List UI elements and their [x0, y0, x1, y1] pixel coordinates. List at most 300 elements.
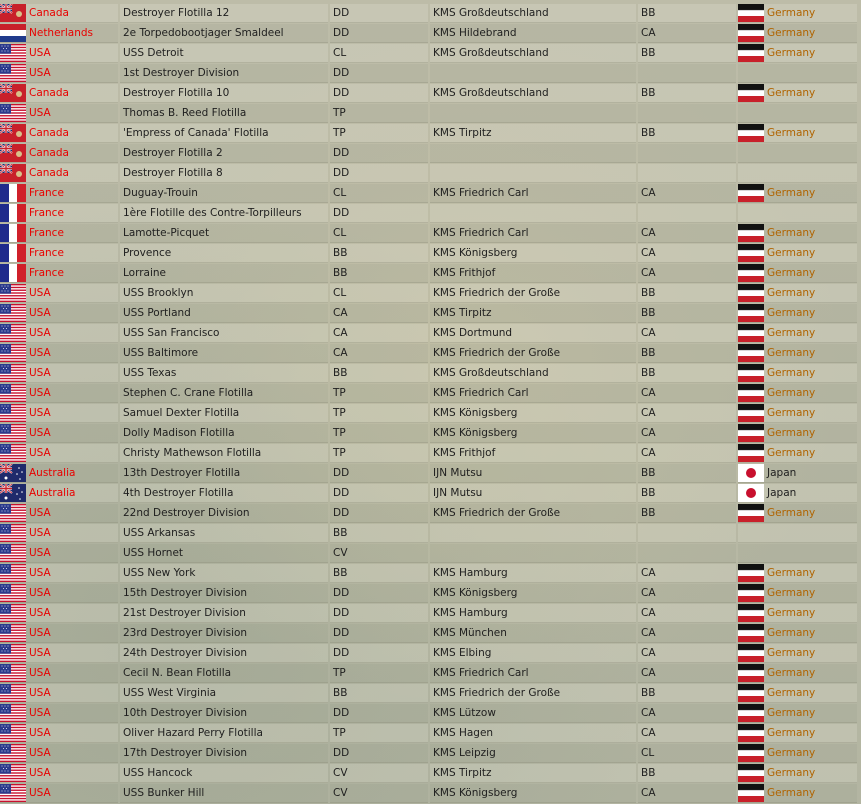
unit-type: BB	[330, 524, 428, 543]
australia-flag-icon	[0, 484, 26, 502]
target-nation-name: Germany	[767, 26, 816, 39]
nation-cell	[0, 264, 118, 283]
table-row[interactable]	[0, 144, 861, 164]
target-type: CA	[638, 604, 736, 623]
table-row[interactable]	[0, 664, 861, 684]
unit-name: USS Portland	[120, 304, 328, 323]
nation-cell	[0, 284, 118, 303]
nation-cell	[0, 184, 118, 203]
target-type: BB	[638, 484, 736, 503]
table-row[interactable]	[0, 684, 861, 704]
germany-flag-icon	[738, 604, 764, 622]
france-flag-icon	[0, 264, 26, 282]
germany-flag-icon	[738, 744, 764, 762]
table-row[interactable]	[0, 744, 861, 764]
germany-flag-icon	[738, 84, 764, 102]
target-nation-cell	[738, 784, 857, 803]
nation-name: Canada	[29, 126, 69, 139]
target-name: KMS Tirpitz	[430, 764, 636, 783]
nation-name: France	[29, 186, 64, 199]
nation-name: USA	[29, 366, 51, 379]
target-name: KMS Hagen	[430, 724, 636, 743]
target-nation-cell	[738, 664, 857, 683]
table-row[interactable]	[0, 604, 861, 624]
table-row[interactable]	[0, 644, 861, 664]
unit-type: CL	[330, 184, 428, 203]
nation-name: USA	[29, 686, 51, 699]
usa-flag-icon	[0, 544, 26, 562]
table-row[interactable]	[0, 124, 861, 144]
target-name: KMS Friedrich der Große	[430, 284, 636, 303]
table-row[interactable]	[0, 284, 861, 304]
target-type: CA	[638, 624, 736, 643]
target-type: CL	[638, 744, 736, 763]
target-nation-cell	[738, 504, 857, 523]
target-name: KMS Friedrich Carl	[430, 224, 636, 243]
usa-flag-icon	[0, 444, 26, 462]
table-row[interactable]	[0, 344, 861, 364]
france-flag-icon	[0, 244, 26, 262]
target-type: BB	[638, 684, 736, 703]
nation-name: USA	[29, 386, 51, 399]
target-nation-name: Germany	[767, 426, 816, 439]
usa-flag-icon	[0, 304, 26, 322]
unit-type: DD	[330, 4, 428, 23]
table-row[interactable]	[0, 704, 861, 724]
target-name: KMS Königsberg	[430, 784, 636, 803]
usa-flag-icon	[0, 344, 26, 362]
france-flag-icon	[0, 204, 26, 222]
nation-name: USA	[29, 446, 51, 459]
germany-flag-icon	[738, 704, 764, 722]
target-nation-name: Germany	[767, 366, 816, 379]
nation-cell	[0, 124, 118, 143]
target-type: BB	[638, 284, 736, 303]
target-type: BB	[638, 504, 736, 523]
nation-cell	[0, 784, 118, 803]
nation-name: France	[29, 266, 64, 279]
nation-cell	[0, 424, 118, 443]
target-nation-cell	[738, 184, 857, 203]
nation-name: Australia	[29, 486, 76, 499]
target-name: KMS Friedrich der Große	[430, 344, 636, 363]
unit-name: USS West Virginia	[120, 684, 328, 703]
table-row[interactable]	[0, 584, 861, 604]
unit-name: Samuel Dexter Flotilla	[120, 404, 328, 423]
nation-name: USA	[29, 746, 51, 759]
target-nation-name: Germany	[767, 386, 816, 399]
nation-cell	[0, 304, 118, 323]
unit-name: 22nd Destroyer Division	[120, 504, 328, 523]
target-name	[430, 104, 636, 123]
target-type: BB	[638, 4, 736, 23]
target-nation-cell	[738, 644, 857, 663]
unit-type: TP	[330, 444, 428, 463]
target-nation-cell	[738, 484, 857, 503]
target-nation-name: Germany	[767, 86, 816, 99]
target-nation-cell	[738, 44, 857, 63]
nation-name: USA	[29, 406, 51, 419]
unit-type: TP	[330, 424, 428, 443]
table-row[interactable]	[0, 104, 861, 124]
target-nation-cell	[738, 24, 857, 43]
japan-flag-icon	[738, 464, 764, 482]
table-row[interactable]	[0, 184, 861, 204]
target-name	[430, 144, 636, 163]
unit-name: Destroyer Flotilla 10	[120, 84, 328, 103]
target-type: BB	[638, 84, 736, 103]
unit-type: TP	[330, 104, 428, 123]
target-nation-cell	[738, 4, 857, 23]
nation-cell	[0, 364, 118, 383]
target-name	[430, 544, 636, 563]
usa-flag-icon	[0, 684, 26, 702]
target-name: KMS Frithjof	[430, 444, 636, 463]
nation-name: USA	[29, 66, 51, 79]
nation-cell	[0, 224, 118, 243]
unit-type: BB	[330, 564, 428, 583]
target-nation-name: Germany	[767, 786, 816, 799]
unit-name: 21st Destroyer Division	[120, 604, 328, 623]
unit-name: USS Detroit	[120, 44, 328, 63]
nation-cell	[0, 684, 118, 703]
table-row[interactable]	[0, 524, 861, 544]
germany-flag-icon	[738, 444, 764, 462]
unit-name: Destroyer Flotilla 8	[120, 164, 328, 183]
table-row[interactable]	[0, 304, 861, 324]
usa-flag-icon	[0, 364, 26, 382]
target-type: BB	[638, 464, 736, 483]
target-nation-name: Germany	[767, 506, 816, 519]
table-row[interactable]	[0, 764, 861, 784]
target-type: CA	[638, 244, 736, 263]
target-nation-cell	[738, 604, 857, 623]
unit-type: TP	[330, 124, 428, 143]
unit-type: TP	[330, 724, 428, 743]
germany-flag-icon	[738, 644, 764, 662]
target-nation-name: Germany	[767, 446, 816, 459]
table-row[interactable]	[0, 264, 861, 284]
target-type: BB	[638, 124, 736, 143]
usa-flag-icon	[0, 324, 26, 342]
nation-name: Netherlands	[29, 26, 94, 39]
unit-name: USS New York	[120, 564, 328, 583]
unit-name: Dolly Madison Flotilla	[120, 424, 328, 443]
target-nation-name: Germany	[767, 226, 816, 239]
germany-flag-icon	[738, 344, 764, 362]
france-flag-icon	[0, 224, 26, 242]
germany-flag-icon	[738, 324, 764, 342]
unit-name: 'Empress of Canada' Flotilla	[120, 124, 328, 143]
unit-type: CV	[330, 784, 428, 803]
target-type: BB	[638, 764, 736, 783]
target-nation-cell	[738, 64, 857, 83]
target-nation-cell	[738, 304, 857, 323]
target-name: KMS Friedrich Carl	[430, 664, 636, 683]
usa-flag-icon	[0, 64, 26, 82]
target-nation-name: Germany	[767, 646, 816, 659]
unit-type: DD	[330, 164, 428, 183]
unit-type: CL	[330, 224, 428, 243]
table-row[interactable]	[0, 444, 861, 464]
unit-type: DD	[330, 144, 428, 163]
target-nation-cell	[738, 724, 857, 743]
table-row[interactable]	[0, 44, 861, 64]
table-row[interactable]	[0, 424, 861, 444]
unit-name: Stephen C. Crane Flotilla	[120, 384, 328, 403]
table-row[interactable]	[0, 204, 861, 224]
target-nation-name: Germany	[767, 746, 816, 759]
target-name: KMS Königsberg	[430, 244, 636, 263]
target-nation-name: Germany	[767, 666, 816, 679]
target-name	[430, 524, 636, 543]
germany-flag-icon	[738, 664, 764, 682]
target-type: BB	[638, 44, 736, 63]
unit-type: DD	[330, 484, 428, 503]
unit-type: CA	[330, 304, 428, 323]
target-nation-cell	[738, 684, 857, 703]
target-nation-name: Germany	[767, 346, 816, 359]
target-name: KMS Hamburg	[430, 604, 636, 623]
unit-type: CA	[330, 324, 428, 343]
unit-type: DD	[330, 704, 428, 723]
unit-name: 17th Destroyer Division	[120, 744, 328, 763]
table-row[interactable]	[0, 564, 861, 584]
germany-flag-icon	[738, 564, 764, 582]
table-row[interactable]	[0, 404, 861, 424]
unit-name: Destroyer Flotilla 12	[120, 4, 328, 23]
nation-name: USA	[29, 566, 51, 579]
table-row[interactable]	[0, 464, 861, 484]
nation-name: Canada	[29, 6, 69, 19]
target-nation-cell	[738, 584, 857, 603]
unit-name: Duguay-Trouin	[120, 184, 328, 203]
target-name: KMS Königsberg	[430, 584, 636, 603]
unit-name: Cecil N. Bean Flotilla	[120, 664, 328, 683]
nation-cell	[0, 544, 118, 563]
target-nation-cell	[738, 704, 857, 723]
nation-cell	[0, 204, 118, 223]
table-row[interactable]	[0, 224, 861, 244]
target-type	[638, 204, 736, 223]
target-nation-cell	[738, 324, 857, 343]
nation-cell	[0, 244, 118, 263]
table-row[interactable]	[0, 624, 861, 644]
nation-name: USA	[29, 706, 51, 719]
target-nation-cell	[738, 224, 857, 243]
usa-flag-icon	[0, 724, 26, 742]
usa-flag-icon	[0, 604, 26, 622]
target-type	[638, 64, 736, 83]
target-name: KMS Großdeutschland	[430, 84, 636, 103]
target-nation-cell	[738, 364, 857, 383]
target-nation-cell	[738, 124, 857, 143]
unit-name: 10th Destroyer Division	[120, 704, 328, 723]
nation-name: USA	[29, 526, 51, 539]
target-nation-cell	[738, 164, 857, 183]
canada-flag-icon	[0, 164, 26, 182]
nation-name: France	[29, 206, 64, 219]
unit-name: 4th Destroyer Flotilla	[120, 484, 328, 503]
target-type: CA	[638, 264, 736, 283]
nation-cell	[0, 84, 118, 103]
target-type: BB	[638, 344, 736, 363]
target-nation-cell	[738, 264, 857, 283]
germany-flag-icon	[738, 624, 764, 642]
unit-type: DD	[330, 464, 428, 483]
nation-name: USA	[29, 726, 51, 739]
table-row[interactable]	[0, 384, 861, 404]
target-name: KMS Königsberg	[430, 424, 636, 443]
table-row[interactable]	[0, 244, 861, 264]
usa-flag-icon	[0, 564, 26, 582]
target-nation-cell	[738, 564, 857, 583]
nation-cell	[0, 604, 118, 623]
target-type: CA	[638, 704, 736, 723]
unit-type: CV	[330, 764, 428, 783]
germany-flag-icon	[738, 264, 764, 282]
nation-cell	[0, 384, 118, 403]
usa-flag-icon	[0, 624, 26, 642]
target-nation-name: Germany	[767, 306, 816, 319]
nation-name: USA	[29, 506, 51, 519]
unit-name: 24th Destroyer Division	[120, 644, 328, 663]
table-row[interactable]	[0, 484, 861, 504]
nation-cell	[0, 704, 118, 723]
target-type: CA	[638, 444, 736, 463]
table-row[interactable]	[0, 364, 861, 384]
target-name: KMS Tirpitz	[430, 304, 636, 323]
unit-name: 13th Destroyer Flotilla	[120, 464, 328, 483]
unit-name: USS Arkansas	[120, 524, 328, 543]
target-type	[638, 144, 736, 163]
target-type: CA	[638, 384, 736, 403]
usa-flag-icon	[0, 744, 26, 762]
table-row[interactable]	[0, 4, 861, 24]
nation-name: Canada	[29, 146, 69, 159]
nation-name: USA	[29, 346, 51, 359]
table-row[interactable]	[0, 724, 861, 744]
unit-type: CA	[330, 344, 428, 363]
target-nation-cell	[738, 524, 857, 543]
table-row[interactable]	[0, 544, 861, 564]
unit-type: BB	[330, 244, 428, 263]
nation-name: USA	[29, 766, 51, 779]
target-nation-cell	[738, 464, 857, 483]
target-nation-name: Germany	[767, 266, 816, 279]
target-nation-name: Germany	[767, 766, 816, 779]
table-row[interactable]	[0, 84, 861, 104]
target-name: KMS München	[430, 624, 636, 643]
nation-cell	[0, 24, 118, 43]
germany-flag-icon	[738, 224, 764, 242]
target-type	[638, 544, 736, 563]
unit-type: TP	[330, 664, 428, 683]
usa-flag-icon	[0, 704, 26, 722]
target-name: KMS Tirpitz	[430, 124, 636, 143]
nation-cell	[0, 164, 118, 183]
target-name: IJN Mutsu	[430, 484, 636, 503]
target-type: CA	[638, 724, 736, 743]
table-row[interactable]	[0, 324, 861, 344]
unit-type: TP	[330, 384, 428, 403]
nation-cell	[0, 504, 118, 523]
unit-name: USS San Francisco	[120, 324, 328, 343]
unit-type: BB	[330, 684, 428, 703]
target-nation-cell	[738, 204, 857, 223]
nation-name: USA	[29, 46, 51, 59]
unit-name: Lorraine	[120, 264, 328, 283]
germany-flag-icon	[738, 404, 764, 422]
usa-flag-icon	[0, 284, 26, 302]
target-name	[430, 204, 636, 223]
nation-cell	[0, 644, 118, 663]
target-name: KMS Dortmund	[430, 324, 636, 343]
target-nation-name: Germany	[767, 626, 816, 639]
table-row[interactable]	[0, 24, 861, 44]
canada-flag-icon	[0, 124, 26, 142]
target-type: CA	[638, 564, 736, 583]
nation-name: USA	[29, 106, 51, 119]
nation-name: France	[29, 226, 64, 239]
unit-type: CL	[330, 284, 428, 303]
nation-name: USA	[29, 606, 51, 619]
table-row[interactable]	[0, 784, 861, 804]
nation-cell	[0, 664, 118, 683]
target-type: CA	[638, 644, 736, 663]
germany-flag-icon	[738, 244, 764, 262]
nation-cell	[0, 144, 118, 163]
unit-name: Provence	[120, 244, 328, 263]
target-nation-name: Germany	[767, 606, 816, 619]
target-nation-cell	[738, 84, 857, 103]
table-row[interactable]	[0, 64, 861, 84]
unit-type: BB	[330, 364, 428, 383]
usa-flag-icon	[0, 384, 26, 402]
target-nation-name: Germany	[767, 726, 816, 739]
germany-flag-icon	[738, 504, 764, 522]
unit-type: CV	[330, 544, 428, 563]
target-nation-cell	[738, 284, 857, 303]
usa-flag-icon	[0, 104, 26, 122]
nation-name: USA	[29, 786, 51, 799]
target-nation-cell	[738, 244, 857, 263]
nation-name: USA	[29, 546, 51, 559]
target-nation-name: Germany	[767, 586, 816, 599]
target-nation-name: Germany	[767, 6, 816, 19]
germany-flag-icon	[738, 584, 764, 602]
target-type: CA	[638, 664, 736, 683]
table-row[interactable]	[0, 164, 861, 184]
nation-cell	[0, 324, 118, 343]
unit-type: CL	[330, 44, 428, 63]
nation-cell	[0, 584, 118, 603]
germany-flag-icon	[738, 364, 764, 382]
target-name: KMS Friedrich Carl	[430, 184, 636, 203]
nation-cell	[0, 564, 118, 583]
target-nation-cell	[738, 744, 857, 763]
target-name	[430, 64, 636, 83]
target-nation-cell	[738, 404, 857, 423]
nation-name: USA	[29, 646, 51, 659]
table-row[interactable]	[0, 504, 861, 524]
nation-cell	[0, 44, 118, 63]
target-nation-cell	[738, 544, 857, 563]
target-name	[430, 164, 636, 183]
target-nation-name: Germany	[767, 406, 816, 419]
canada-flag-icon	[0, 144, 26, 162]
france-flag-icon	[0, 184, 26, 202]
